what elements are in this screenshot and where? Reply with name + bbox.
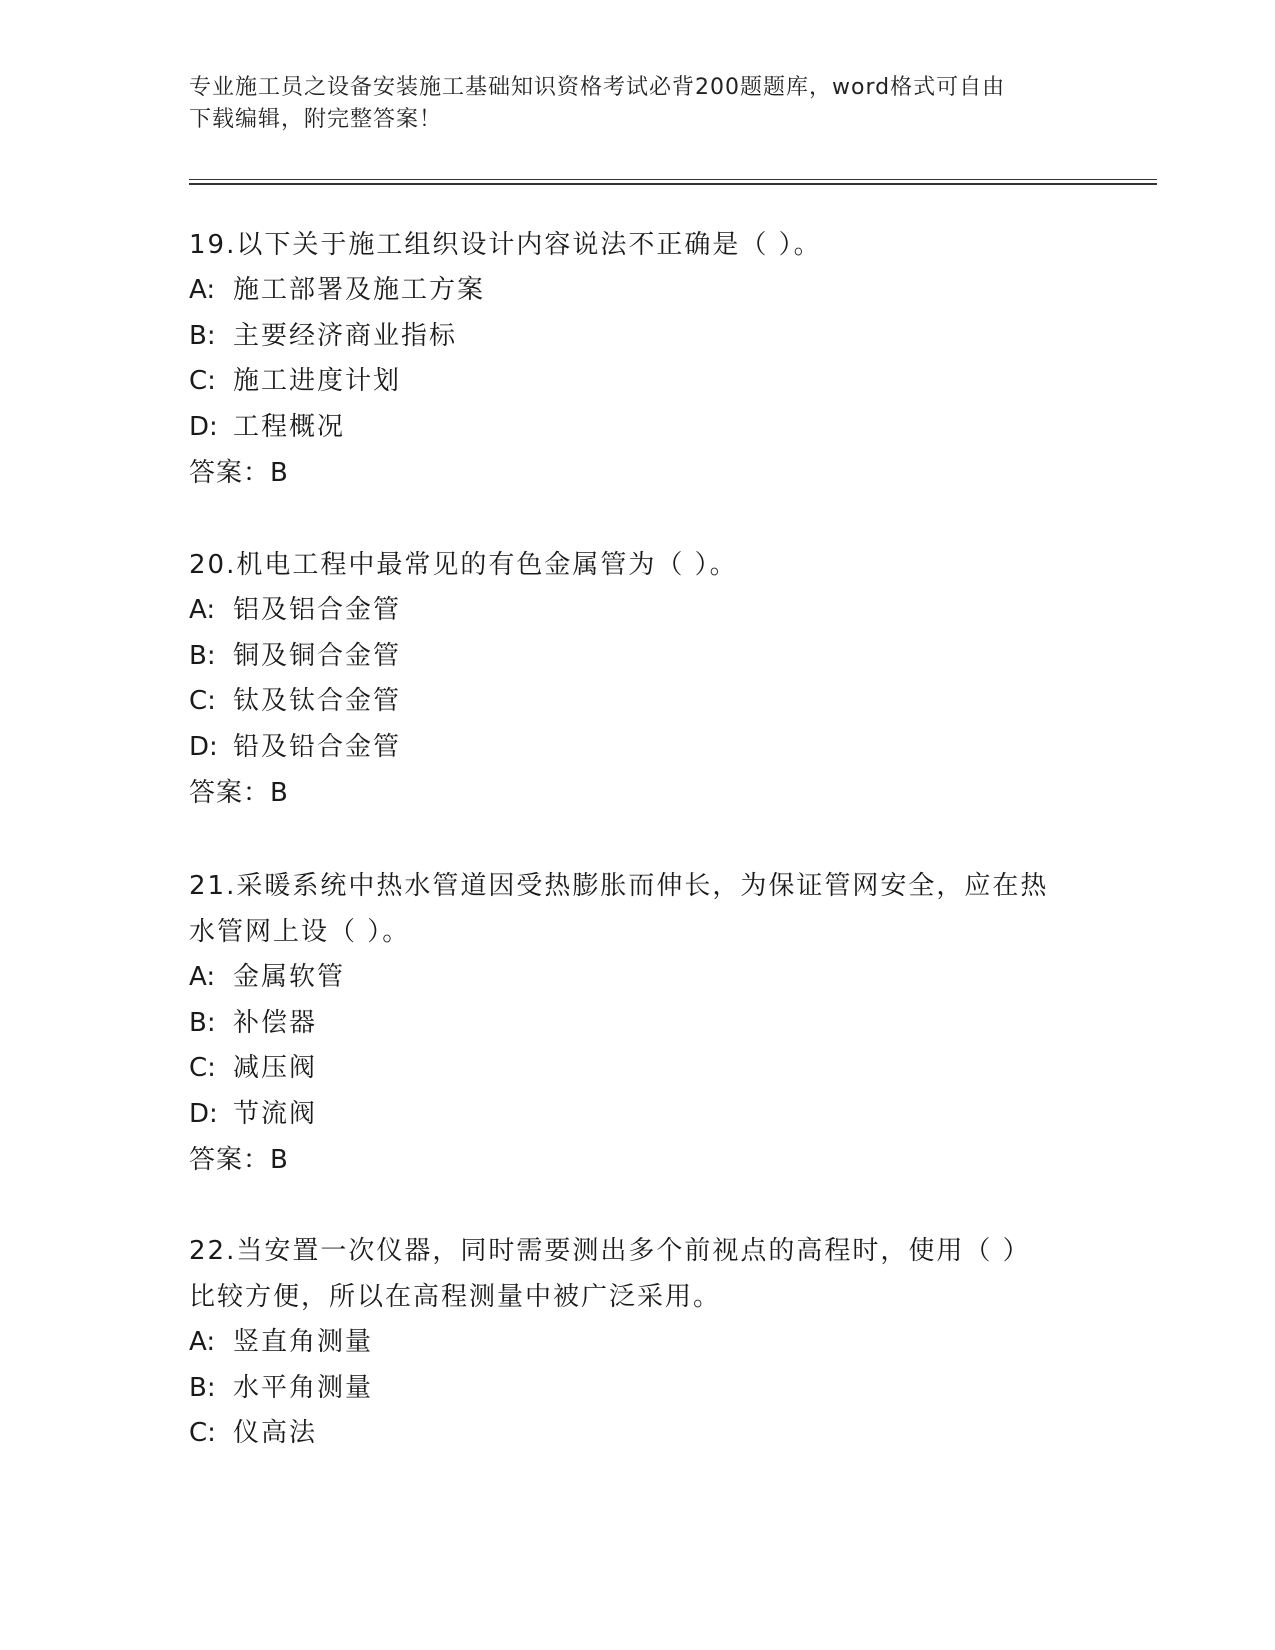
option-letter: C: [189, 686, 216, 716]
question-stem-line-2: 水管网上设（ ）。 [189, 917, 411, 947]
header-divider-thick [189, 183, 1157, 185]
option-c [189, 359, 1089, 405]
question-stem: 19.以下关于施工组织设计内容说法不正确是（ ）。 [189, 230, 822, 260]
option-d [189, 405, 1089, 451]
option-letter: B: [189, 1007, 216, 1038]
document-header [189, 72, 1089, 136]
option-letter: A: [189, 595, 216, 625]
option-b [189, 1001, 1089, 1047]
option-letter: C: [189, 366, 216, 396]
option-c [189, 679, 1089, 725]
option-b [189, 314, 1089, 360]
header-line-2: 下载编辑，附完整答案！ [189, 107, 443, 132]
option-text: 补偿器 [233, 1007, 318, 1038]
option-text: 主要经济商业指标 [233, 320, 458, 351]
option-text: 水平角测量 [233, 1372, 374, 1403]
option-c [189, 1411, 1089, 1457]
option-text: 施工进度计划 [233, 366, 402, 396]
question-21 [189, 863, 1089, 1183]
option-b [189, 1366, 1089, 1412]
option-letter: A: [189, 962, 216, 992]
header-divider-thin [189, 179, 1157, 180]
option-text: 铝及铝合金管 [233, 595, 402, 625]
option-d [189, 725, 1089, 771]
option-text: 减压阀 [233, 1053, 318, 1083]
question-stem-line-1: 22.当安置一次仪器，同时需要测出多个前视点的高程时，使用（ ） [189, 1236, 1031, 1266]
option-letter: D: [189, 1098, 218, 1129]
option-letter: C: [189, 1418, 216, 1448]
option-letter: C: [189, 1053, 216, 1083]
option-text: 节流阀 [233, 1098, 318, 1129]
option-letter: A: [189, 275, 216, 305]
question-stem: 20.机电工程中最常见的有色金属管为（ ）。 [189, 550, 738, 580]
question-19 [189, 222, 1089, 496]
option-text: 竖直角测量 [233, 1327, 374, 1357]
option-letter: A: [189, 1327, 216, 1357]
option-b [189, 634, 1089, 680]
answer-line: 答案：B [189, 1145, 289, 1175]
question-stem-line-1: 21.采暖系统中热水管道因受热膨胀而伸长，为保证管网安全，应在热 [189, 871, 1049, 901]
option-letter: B: [189, 1372, 216, 1403]
option-d [189, 1092, 1089, 1138]
option-a [189, 268, 1089, 314]
option-text: 工程概况 [233, 411, 346, 442]
option-letter: B: [189, 320, 216, 351]
header-line-1: 专业施工员之设备安装施工基础知识资格考试必背200题题库，word格式可自由 [189, 75, 1006, 100]
option-a [189, 588, 1089, 634]
question-stem-line-2: 比较方便，所以在高程测量中被广泛采用。 [189, 1282, 722, 1312]
option-text: 仪高法 [233, 1418, 318, 1448]
answer-line: 答案：B [189, 778, 289, 808]
option-a [189, 1320, 1089, 1366]
option-a [189, 955, 1089, 1001]
question-22 [189, 1228, 1089, 1457]
option-c [189, 1046, 1089, 1092]
option-text: 钛及钛合金管 [233, 686, 402, 716]
option-letter: D: [189, 731, 218, 762]
option-letter: D: [189, 411, 218, 442]
question-20 [189, 542, 1089, 816]
option-text: 金属软管 [233, 962, 346, 992]
option-text: 铜及铜合金管 [233, 640, 402, 671]
option-text: 铅及铅合金管 [233, 731, 402, 762]
option-text: 施工部署及施工方案 [233, 275, 486, 305]
answer-line: 答案：B [189, 458, 289, 488]
option-letter: B: [189, 640, 216, 671]
